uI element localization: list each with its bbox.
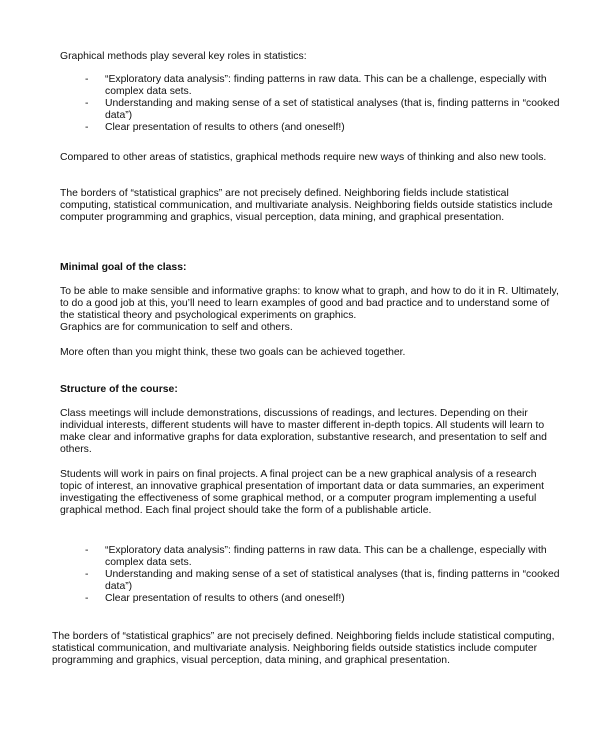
list-item: - Understanding and making sense of a set of statistical analyses (that is, finding patterns in “cooked data”): [85, 98, 560, 122]
intro-paragraph: Graphical methods play several key roles in statistics:: [60, 51, 307, 62]
projects-paragraph: Students will work in pairs on final projects. A final project can be a new graphical analysis of a research topic of interest, an innovative graphical presentation of important data or data summaries, an experiment investigating the effectiveness of some graphical method, or a computer program implementing a useful graphical method. Each final project should take the form of a publishable article.: [60, 469, 545, 517]
list-item: - Clear presentation of results to others (and oneself!): [85, 122, 345, 134]
compared-paragraph: Compared to other areas of statistics, graphical methods require new ways of thinking and also new tools.: [60, 152, 547, 163]
meetings-paragraph: Class meetings will include demonstrations, discussions of readings, and lectures. Depending on their individual interests, different students will have to master different in-depth topics. All students will learn to make clear and informative graphs for data exploration, substantive research, and presentation to self and others.: [60, 408, 547, 456]
list-item: - Clear presentation of results to others (and oneself!): [85, 593, 345, 605]
list-item: - “Exploratory data analysis”: finding patterns in raw data. This can be a challenge, especially with complex data sets.: [85, 545, 547, 569]
list-item: - Understanding and making sense of a set of statistical analyses (that is, finding patterns in “cooked data”): [85, 569, 560, 593]
bullet-marker: -: [85, 569, 89, 581]
bullet-marker: -: [85, 593, 89, 605]
goal-paragraph-2: Graphics are for communication to self and others.: [60, 322, 293, 333]
bullet-marker: -: [85, 122, 89, 134]
roles-list-repeat: [60, 545, 560, 605]
bullet-marker: -: [85, 98, 89, 110]
borders-paragraph-repeat: The borders of “statistical graphics” are not precisely defined. Neighboring fields include statistical computing, statistical communication, and multivariate analysis. Neighboring fields outside statistics include computer programming and graphics, visual perception, data mining, and graphical presentation.: [52, 631, 555, 667]
structure-heading: Structure of the course:: [60, 384, 178, 395]
bullet-marker: -: [85, 545, 89, 556]
roles-list: [60, 74, 560, 134]
together-paragraph: More often than you might think, these two goals can be achieved together.: [60, 347, 406, 358]
goal-heading: Minimal goal of the class:: [60, 262, 187, 273]
bullet-marker: -: [85, 74, 89, 85]
list-item: - “Exploratory data analysis”: finding patterns in raw data. This can be a challenge, especially with complex data sets.: [85, 74, 547, 98]
borders-paragraph: The borders of “statistical graphics” are not precisely defined. Neighboring fields include statistical computing, statistical communication, and multivariate analysis. Neighboring fields outside statistics include computer programming and graphics, visual perception, data mining, and graphical presentation.: [60, 188, 553, 224]
goal-paragraph: To be able to make sensible and informative graphs: to know what to graph, and how to do it in R. Ultimately, to do a good job at this, you’ll need to learn examples of good and bad practice and to understand some of the statistical theory and psychological experiments on graphics.: [60, 286, 559, 322]
